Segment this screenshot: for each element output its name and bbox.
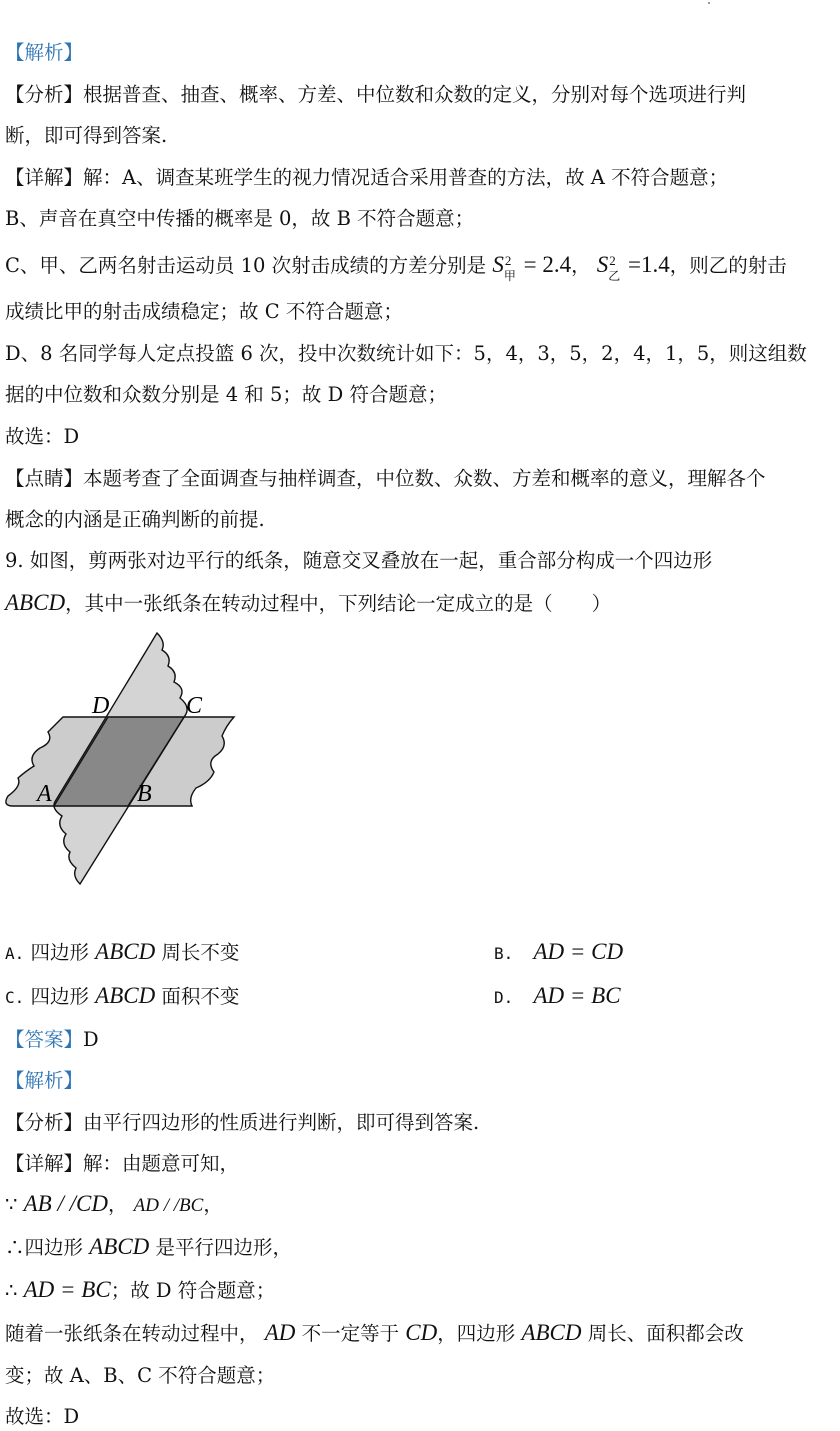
analysis-tag-2: 【解析】 bbox=[5, 1069, 84, 1092]
fenxi-text-2: 由平行四边形的性质进行判断，即可得到答案. bbox=[83, 1111, 480, 1134]
question-9-stem-cont: ，其中一张纸条在转动过程中，下列结论一定成立的是（ ） bbox=[65, 592, 612, 615]
therefore-symbol-2: ∴ bbox=[5, 1279, 18, 1302]
option-c-math: ABCD bbox=[95, 983, 156, 1008]
rotation-line bbox=[5, 1320, 836, 1347]
final-choice-text: 故选：D bbox=[5, 1405, 80, 1428]
variance-jia-value: = 2.4 bbox=[517, 252, 572, 277]
sep: ， bbox=[571, 254, 597, 277]
label-c: C bbox=[186, 693, 203, 719]
answer-value: D bbox=[83, 1028, 99, 1051]
variance-jia-sub: 甲 bbox=[503, 268, 516, 283]
fenxi-tag: 【分析】 bbox=[5, 83, 84, 106]
analysis-heading bbox=[5, 40, 836, 66]
rotation-mid-2: ，四边形 bbox=[437, 1322, 522, 1345]
xiangjie-line-2 bbox=[5, 1151, 836, 1177]
analysis-line-2 bbox=[5, 123, 836, 149]
xiangjie-tag: 【详解】 bbox=[5, 166, 84, 189]
therefore-math-1: ABCD bbox=[89, 1234, 150, 1259]
dianjing-tag: 【点睛】 bbox=[5, 467, 84, 490]
xiangjie-text-2: 解：由题意可知， bbox=[83, 1152, 240, 1175]
comment-line-1 bbox=[5, 466, 836, 492]
rotation-math-ad: AD bbox=[264, 1320, 296, 1345]
variance-jia-sup: 2 bbox=[504, 252, 512, 268]
ab-parallel-cd: AB / /CD bbox=[23, 1191, 108, 1216]
therefore-line-2 bbox=[5, 1277, 836, 1304]
option-a-post: 周长不变 bbox=[155, 941, 240, 964]
rotation-math-abcd: ABCD bbox=[521, 1320, 582, 1345]
option-d bbox=[494, 983, 621, 1011]
option-b-label: B. bbox=[494, 944, 514, 963]
detail-line-c bbox=[5, 252, 836, 283]
detail-option-b: B、声音在真空中传播的概率是 0，故 B 不符合题意； bbox=[5, 207, 475, 230]
therefore-post-2: ；故 D 符合题意； bbox=[110, 1279, 276, 1302]
label-d: D bbox=[92, 693, 110, 719]
detail-option-d: D、8 名同学每人定点投篮 6 次，投中次数统计如下：5，4，3，5，2，4，1，5，则这组数 bbox=[5, 342, 807, 365]
fenxi-line-2 bbox=[5, 1110, 836, 1136]
comment-line-2 bbox=[5, 507, 836, 533]
detail-option-a: 解：A、调查某班学生的视力情况适合采用普查的方法，故 A 不符合题意； bbox=[83, 166, 729, 189]
comment-text-cont: 概念的内涵是正确判断的前提. bbox=[5, 508, 265, 531]
therefore-math-2: AD = BC bbox=[23, 1277, 111, 1302]
detail-line-b bbox=[5, 206, 836, 232]
option-a-pre: 四边形 bbox=[30, 941, 96, 964]
question-9-line-2 bbox=[5, 590, 836, 617]
xiangjie-tag-2: 【详解】 bbox=[5, 1152, 84, 1175]
detail-line-d bbox=[5, 341, 836, 367]
option-c bbox=[5, 983, 239, 1011]
detail-option-c-pre: C、甲、乙两名射击运动员 10 次射击成绩的方差分别是 bbox=[5, 254, 493, 277]
stray-dot bbox=[708, 2, 710, 4]
analysis-tag: 【解析】 bbox=[5, 41, 84, 64]
variance-yi-scripts bbox=[608, 252, 622, 283]
variance-jia-scripts bbox=[503, 252, 518, 283]
final-choice-line bbox=[5, 1404, 836, 1430]
analysis-heading-2 bbox=[5, 1068, 836, 1094]
option-d-math: AD = BC bbox=[533, 983, 621, 1008]
variance-symbol-yi: S bbox=[596, 252, 609, 277]
detail-option-c-cont: 成绩比甲的射击成绩稳定；故 C 不符合题意； bbox=[5, 300, 403, 323]
ad-parallel-bc: AD / /BC bbox=[133, 1195, 204, 1216]
option-a bbox=[5, 939, 239, 967]
rotation-post: 周长、面积都会改 bbox=[581, 1322, 744, 1345]
option-c-post: 面积不变 bbox=[155, 985, 240, 1008]
option-b bbox=[494, 939, 623, 967]
label-b: B bbox=[137, 781, 152, 807]
because-symbol: ∵ bbox=[5, 1193, 18, 1216]
choice-line bbox=[5, 424, 836, 450]
variance-yi-sup: 2 bbox=[609, 252, 616, 268]
detail-option-c-post: ，则乙的射击 bbox=[669, 254, 787, 277]
rotation-pre: 随着一张纸条在转动过程中， bbox=[5, 1322, 259, 1345]
option-a-math: ABCD bbox=[95, 939, 156, 964]
sep-2: ， bbox=[107, 1193, 134, 1216]
rotation-cont: 变；故 A、B、C 不符合题意； bbox=[5, 1364, 276, 1387]
option-b-math: AD = CD bbox=[533, 939, 624, 964]
rotation-mid-1: 不一定等于 bbox=[295, 1322, 406, 1345]
fenxi-tag-2: 【分析】 bbox=[5, 1111, 84, 1134]
rotation-math-cd: CD bbox=[405, 1320, 438, 1345]
option-c-label: C. bbox=[5, 988, 25, 1007]
rotation-line-2 bbox=[5, 1363, 836, 1389]
detail-line-c2 bbox=[5, 299, 836, 325]
question-9-line-1 bbox=[5, 548, 836, 574]
therefore-pre-1: 四边形 bbox=[24, 1236, 90, 1259]
variance-yi-value: =1.4 bbox=[622, 252, 670, 277]
paper-strips-figure bbox=[0, 628, 250, 890]
variance-symbol-jia: S bbox=[492, 252, 504, 277]
question-9-stem: 9. 如图，剪两张对边平行的纸条，随意交叉叠放在一起，重合部分构成一个四边形 bbox=[5, 549, 713, 572]
therefore-post-1: 是平行四边形， bbox=[149, 1236, 292, 1259]
because-line bbox=[5, 1191, 836, 1219]
analysis-line-1 bbox=[5, 82, 836, 108]
option-a-label: A. bbox=[5, 944, 25, 963]
label-a: A bbox=[37, 781, 52, 807]
answer-tag: 【答案】 bbox=[5, 1028, 84, 1051]
end-comma: ， bbox=[203, 1193, 223, 1216]
option-d-label: D. bbox=[494, 988, 514, 1007]
quad-abcd: ABCD bbox=[5, 590, 66, 615]
therefore-symbol-1: ∴ bbox=[5, 1236, 25, 1259]
choice-text: 故选：D bbox=[5, 425, 80, 448]
detail-line-d2 bbox=[5, 382, 836, 408]
fenxi-text-cont: 断，即可得到答案. bbox=[5, 124, 168, 147]
variance-yi-sub: 乙 bbox=[608, 268, 621, 283]
therefore-line-1 bbox=[5, 1234, 836, 1261]
detail-line-a bbox=[5, 165, 836, 191]
option-c-pre: 四边形 bbox=[30, 985, 96, 1008]
answer-line bbox=[5, 1027, 836, 1053]
detail-option-d-cont: 据的中位数和众数分别是 4 和 5；故 D 符合题意； bbox=[5, 383, 447, 406]
comment-text: 本题考查了全面调查与抽样调查，中位数、众数、方差和概率的意义，理解各个 bbox=[83, 467, 766, 490]
fenxi-text: 根据普查、抽查、概率、方差、中位数和众数的定义，分别对每个选项进行判 bbox=[83, 83, 747, 106]
